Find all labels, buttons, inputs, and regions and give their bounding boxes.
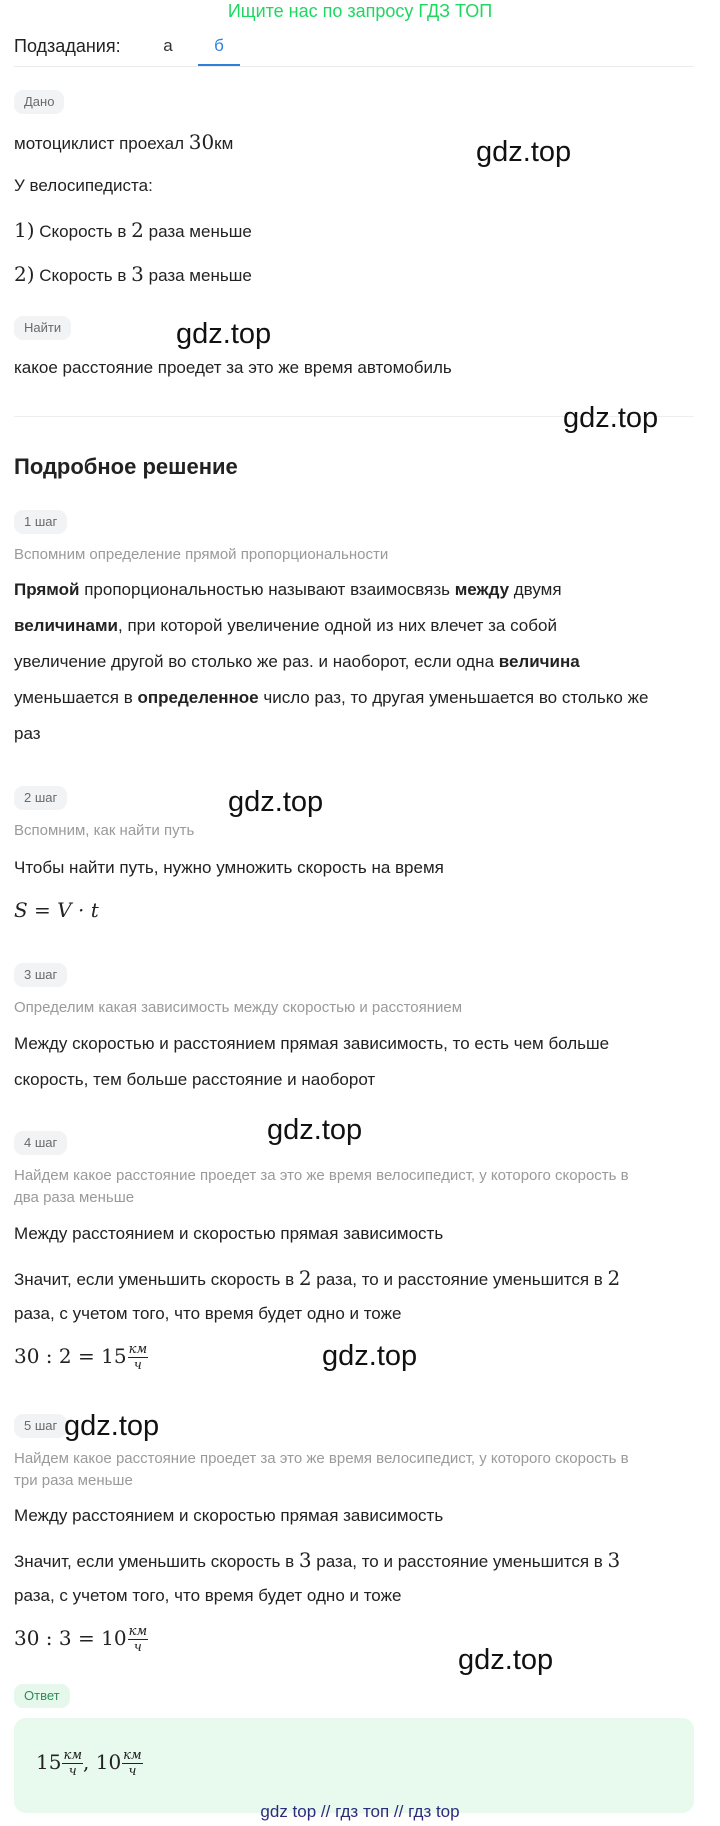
step-2-text: Чтобы найти путь, нужно умножить скорость на время	[14, 858, 444, 877]
step-4-text-3: раза, с учетом того, что время будет одно и тоже	[14, 1304, 402, 1323]
step-1-line-2: величинами, при которой увеличение одной из них влечет за собой	[14, 616, 557, 635]
step-1-hint: Вспомним определение прямой пропорциональности	[14, 546, 389, 563]
watermark: gdz.top	[563, 402, 659, 434]
given-chip: Дано	[14, 90, 64, 114]
step-3-line-1: Между скоростью и расстоянием прямая зависимость, то есть чем больше	[14, 1034, 610, 1053]
watermark: gdz.top	[64, 1410, 160, 1442]
find-text: какое расстояние проедет за это же время автомобиль	[14, 358, 452, 377]
bottom-bar: gdz top // гдз топ // гдз top	[260, 1802, 460, 1821]
step-4-hint-2: два раза меньше	[14, 1189, 135, 1206]
solution-heading: Подробное решение	[14, 454, 238, 479]
given-line-motorcyclist: мотоциклист проехал 30км	[14, 130, 234, 154]
step-1-line-5: раз	[14, 724, 41, 743]
tab-b[interactable]: б	[214, 36, 224, 55]
step-2-chip: 2 шаг	[14, 786, 67, 810]
step-3-hint: Определим какая зависимость между скоростью и расстоянием	[14, 999, 463, 1016]
step-5-text-3: раза, с учетом того, что время будет одно и тоже	[14, 1586, 402, 1605]
step-5-hint-2: три раза меньше	[14, 1472, 133, 1489]
step-1-chip: 1 шаг	[14, 510, 67, 534]
tab-a[interactable]: а	[163, 36, 173, 55]
step-5-equation: 30 : 3 = 10 $\frac{км}{ч}$	[14, 1624, 148, 1655]
step-4-equation: 30 : 2 = 15 $\frac{км}{ч}$	[14, 1342, 148, 1373]
step-1-line-1: Прямой пропорциональностью называют взаимосвязь между двумя	[14, 580, 562, 599]
given-item-2: 2) Скорость в 3 раза меньше	[14, 262, 252, 286]
given-item-1: 1) Скорость в 2 раза меньше	[14, 218, 252, 242]
step-5-chip: 5 шаг	[14, 1414, 67, 1438]
step-3-chip: 3 шаг	[14, 963, 67, 987]
watermark: gdz.top	[476, 136, 572, 168]
given-line-cyclist: У велосипедиста:	[14, 176, 153, 195]
step-4-text-1: Между расстоянием и скоростью прямая зависимость	[14, 1224, 444, 1243]
watermark: gdz.top	[176, 318, 272, 350]
answer-box	[14, 1718, 694, 1813]
watermark: gdz.top	[228, 786, 324, 818]
step-2-formula: S = V · t	[14, 898, 99, 922]
watermark: gdz.top	[322, 1340, 418, 1372]
watermark: gdz.top	[458, 1644, 554, 1676]
subtasks-label: Подзадания:	[14, 36, 121, 56]
watermark: gdz.top	[267, 1114, 363, 1146]
step-3-line-2: скорость, тем больше расстояние и наоборот	[14, 1070, 376, 1089]
step-5-hint-1: Найдем какое расстояние проедет за это же время велосипедист, у которого скорость в	[14, 1450, 629, 1467]
step-5-text-1: Между расстоянием и скоростью прямая зависимость	[14, 1506, 444, 1525]
answer-chip: Ответ	[14, 1684, 70, 1708]
step-1-line-3: увеличение другой во столько же раз. и наоборот, если одна величина	[14, 652, 580, 671]
step-4-hint-1: Найдем какое расстояние проедет за это же время велосипедист, у которого скорость в	[14, 1167, 629, 1184]
active-tab-indicator	[198, 64, 240, 66]
top-banner: Ищите нас по запросу ГДЗ ТОП	[227, 1, 493, 21]
step-5-text-2: Значит, если уменьшить скорость в 3 раза, то и расстояние уменьшится в 3	[14, 1548, 621, 1572]
step-4-text-2: Значит, если уменьшить скорость в 2 раза, то и расстояние уменьшится в 2	[14, 1266, 621, 1290]
subtasks-bar	[14, 34, 694, 67]
step-2-hint: Вспомним, как найти путь	[14, 822, 195, 839]
step-4-chip: 4 шаг	[14, 1131, 67, 1155]
find-chip: Найти	[14, 316, 71, 340]
step-1-line-4: уменьшается в определенное число раз, то другая уменьшается во столько же	[14, 688, 649, 707]
answer-value: 15 $\frac{км}{ч}$ , 10 $\frac{км}{ч}$	[36, 1748, 142, 1779]
